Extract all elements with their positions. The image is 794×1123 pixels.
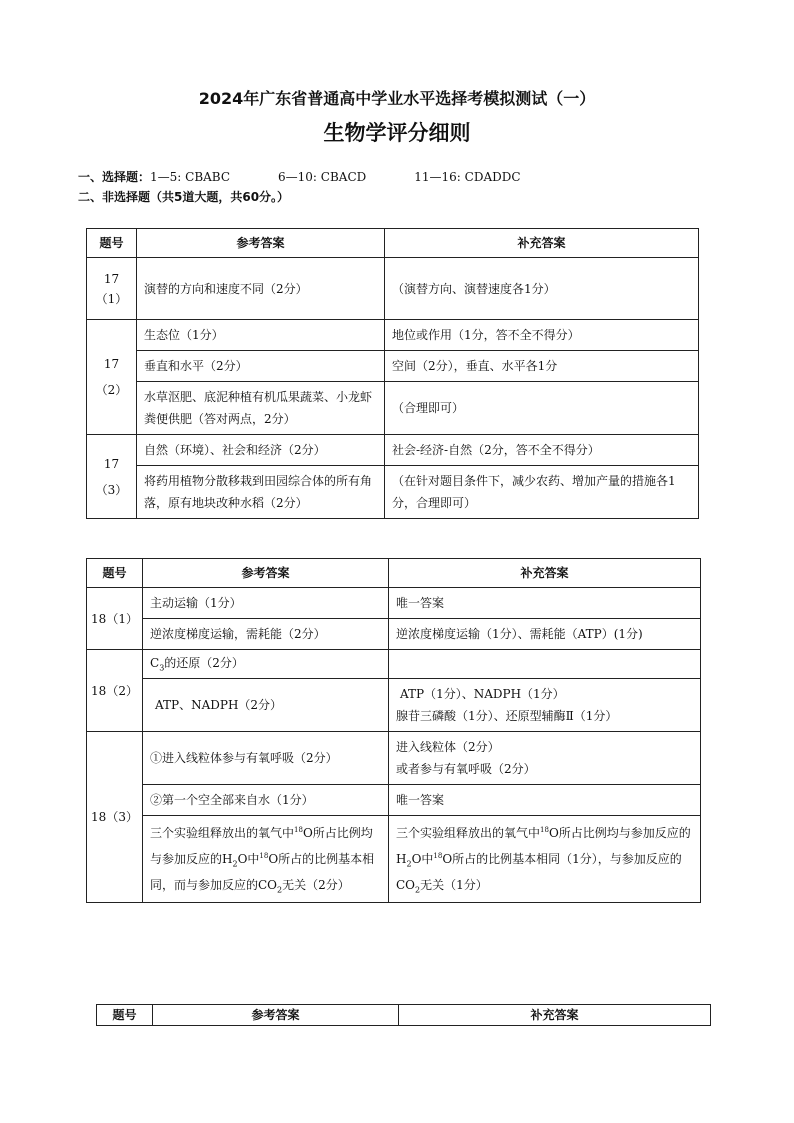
- answer-table-17: [86, 228, 699, 519]
- col-header-extra: 补充答案: [399, 1005, 711, 1026]
- reference-answer: $C_3$的还原（2分）: [143, 650, 389, 679]
- col-header-extra: 补充答案: [389, 559, 701, 588]
- col-header-ref: 参考答案: [153, 1005, 399, 1026]
- col-header-num: 题号: [97, 1005, 153, 1026]
- col-header-num: 题号: [87, 559, 143, 588]
- document-subtitle: 生物学评分细则: [323, 121, 471, 145]
- section2-label: 二、非选择题（共5道大题，共60分。）: [78, 190, 290, 204]
- table-row: [87, 679, 701, 732]
- reference-answer: ①进入线粒体参与有氧呼吸（2分）: [143, 732, 389, 785]
- section1-label: 一、选择题：: [78, 170, 151, 184]
- table-row: [87, 588, 701, 619]
- table-row: [87, 816, 701, 903]
- supplement-answer: 进入线粒体（2分） 或者参与有氧呼吸（2分）: [389, 732, 701, 785]
- reference-answer: 自然（环境）、社会和经济（2分）: [137, 435, 385, 466]
- supplement-answer: （在针对题目条件下，减少农药、增加产量的措施各1分，合理即可）: [385, 466, 699, 519]
- question-number: 18（3）: [87, 732, 143, 903]
- answers-11-16: 11—16: CDADDC: [414, 170, 521, 184]
- supplement-answer: [389, 650, 701, 679]
- table-row: [87, 258, 699, 320]
- table-row: [87, 351, 699, 382]
- table-header-row: [87, 229, 699, 258]
- question-number: 17 （2）: [87, 320, 137, 435]
- col-header-num: 题号: [87, 229, 137, 258]
- question-number: 17 （1）: [87, 258, 137, 320]
- table-row: [87, 382, 699, 435]
- reference-answer: 主动运输（1分）: [143, 588, 389, 619]
- table-row: [87, 320, 699, 351]
- table-header-row: [87, 559, 701, 588]
- supplement-answer: 唯一答案: [389, 785, 701, 816]
- col-header-ref: 参考答案: [137, 229, 385, 258]
- reference-answer: 水草沤肥、底泥种植有机瓜果蔬菜、小龙虾粪便供肥（答对两点，2分）: [137, 382, 385, 435]
- supplement-answer: 三个实验组释放出的氧气中$^{18}$O所占比例均与参加反应的$H_2O$中$^{18}$O所占的比例基本相同（1分），与参加反应的$CO_2$无关（1分）: [389, 816, 701, 903]
- reference-answer: ②第一个空全部来自水（1分）: [143, 785, 389, 816]
- supplement-answer: ATP（1分）、NADPH（1分） 腺苷三磷酸（1分）、还原型辅酶Ⅱ（1分）: [389, 679, 701, 732]
- answer-table-next: [96, 1004, 711, 1026]
- answer-table-18: [86, 558, 701, 903]
- reference-answer: 逆浓度梯度运输，需耗能（2分）: [143, 619, 389, 650]
- question-number: 18（1）: [87, 588, 143, 650]
- table-row: [87, 732, 701, 785]
- table-row: [87, 785, 701, 816]
- supplement-answer: （演替方向、演替速度各1分）: [385, 258, 699, 320]
- multiple-choice-answers: [78, 168, 521, 185]
- supplement-answer: 社会-经济-自然（2分，答不全不得分）: [385, 435, 699, 466]
- reference-answer: 垂直和水平（2分）: [137, 351, 385, 382]
- answers-1-5: 1—5: CBABC: [150, 170, 231, 184]
- exam-title: 2024年广东省普通高中学业水平选择考模拟测试（一）: [198, 89, 596, 108]
- supplement-answer: 地位或作用（1分，答不全不得分）: [385, 320, 699, 351]
- reference-answer: 三个实验组释放出的氧气中$^{18}$O所占比例均与参加反应的$H_2O$中$^{18}$O所占的比例基本相同，而与参加反应的$CO_2$无关（2分）: [143, 816, 389, 903]
- reference-answer: 演替的方向和速度不同（2分）: [137, 258, 385, 320]
- question-number: 18（2）: [87, 650, 143, 732]
- supplement-answer: （合理即可）: [385, 382, 699, 435]
- reference-answer: 生态位（1分）: [137, 320, 385, 351]
- reference-answer: ATP、NADPH（2分）: [143, 679, 389, 732]
- table-row: [87, 650, 701, 679]
- supplement-answer: 逆浓度梯度运输（1分）、需耗能（ATP）(1分): [389, 619, 701, 650]
- table-row: [87, 435, 699, 466]
- supplement-answer: 空间（2分），垂直、水平各1分: [385, 351, 699, 382]
- table-row: [87, 466, 699, 519]
- col-header-ref: 参考答案: [143, 559, 389, 588]
- table-header-row: [97, 1005, 711, 1026]
- col-header-extra: 补充答案: [385, 229, 699, 258]
- reference-answer: 将药用植物分散移栽到田园综合体的所有角落，原有地块改种水稻（2分）: [137, 466, 385, 519]
- supplement-answer: 唯一答案: [389, 588, 701, 619]
- table-row: [87, 619, 701, 650]
- answers-6-10: 6—10: CBACD: [278, 170, 367, 184]
- question-number: 17 （3）: [87, 435, 137, 519]
